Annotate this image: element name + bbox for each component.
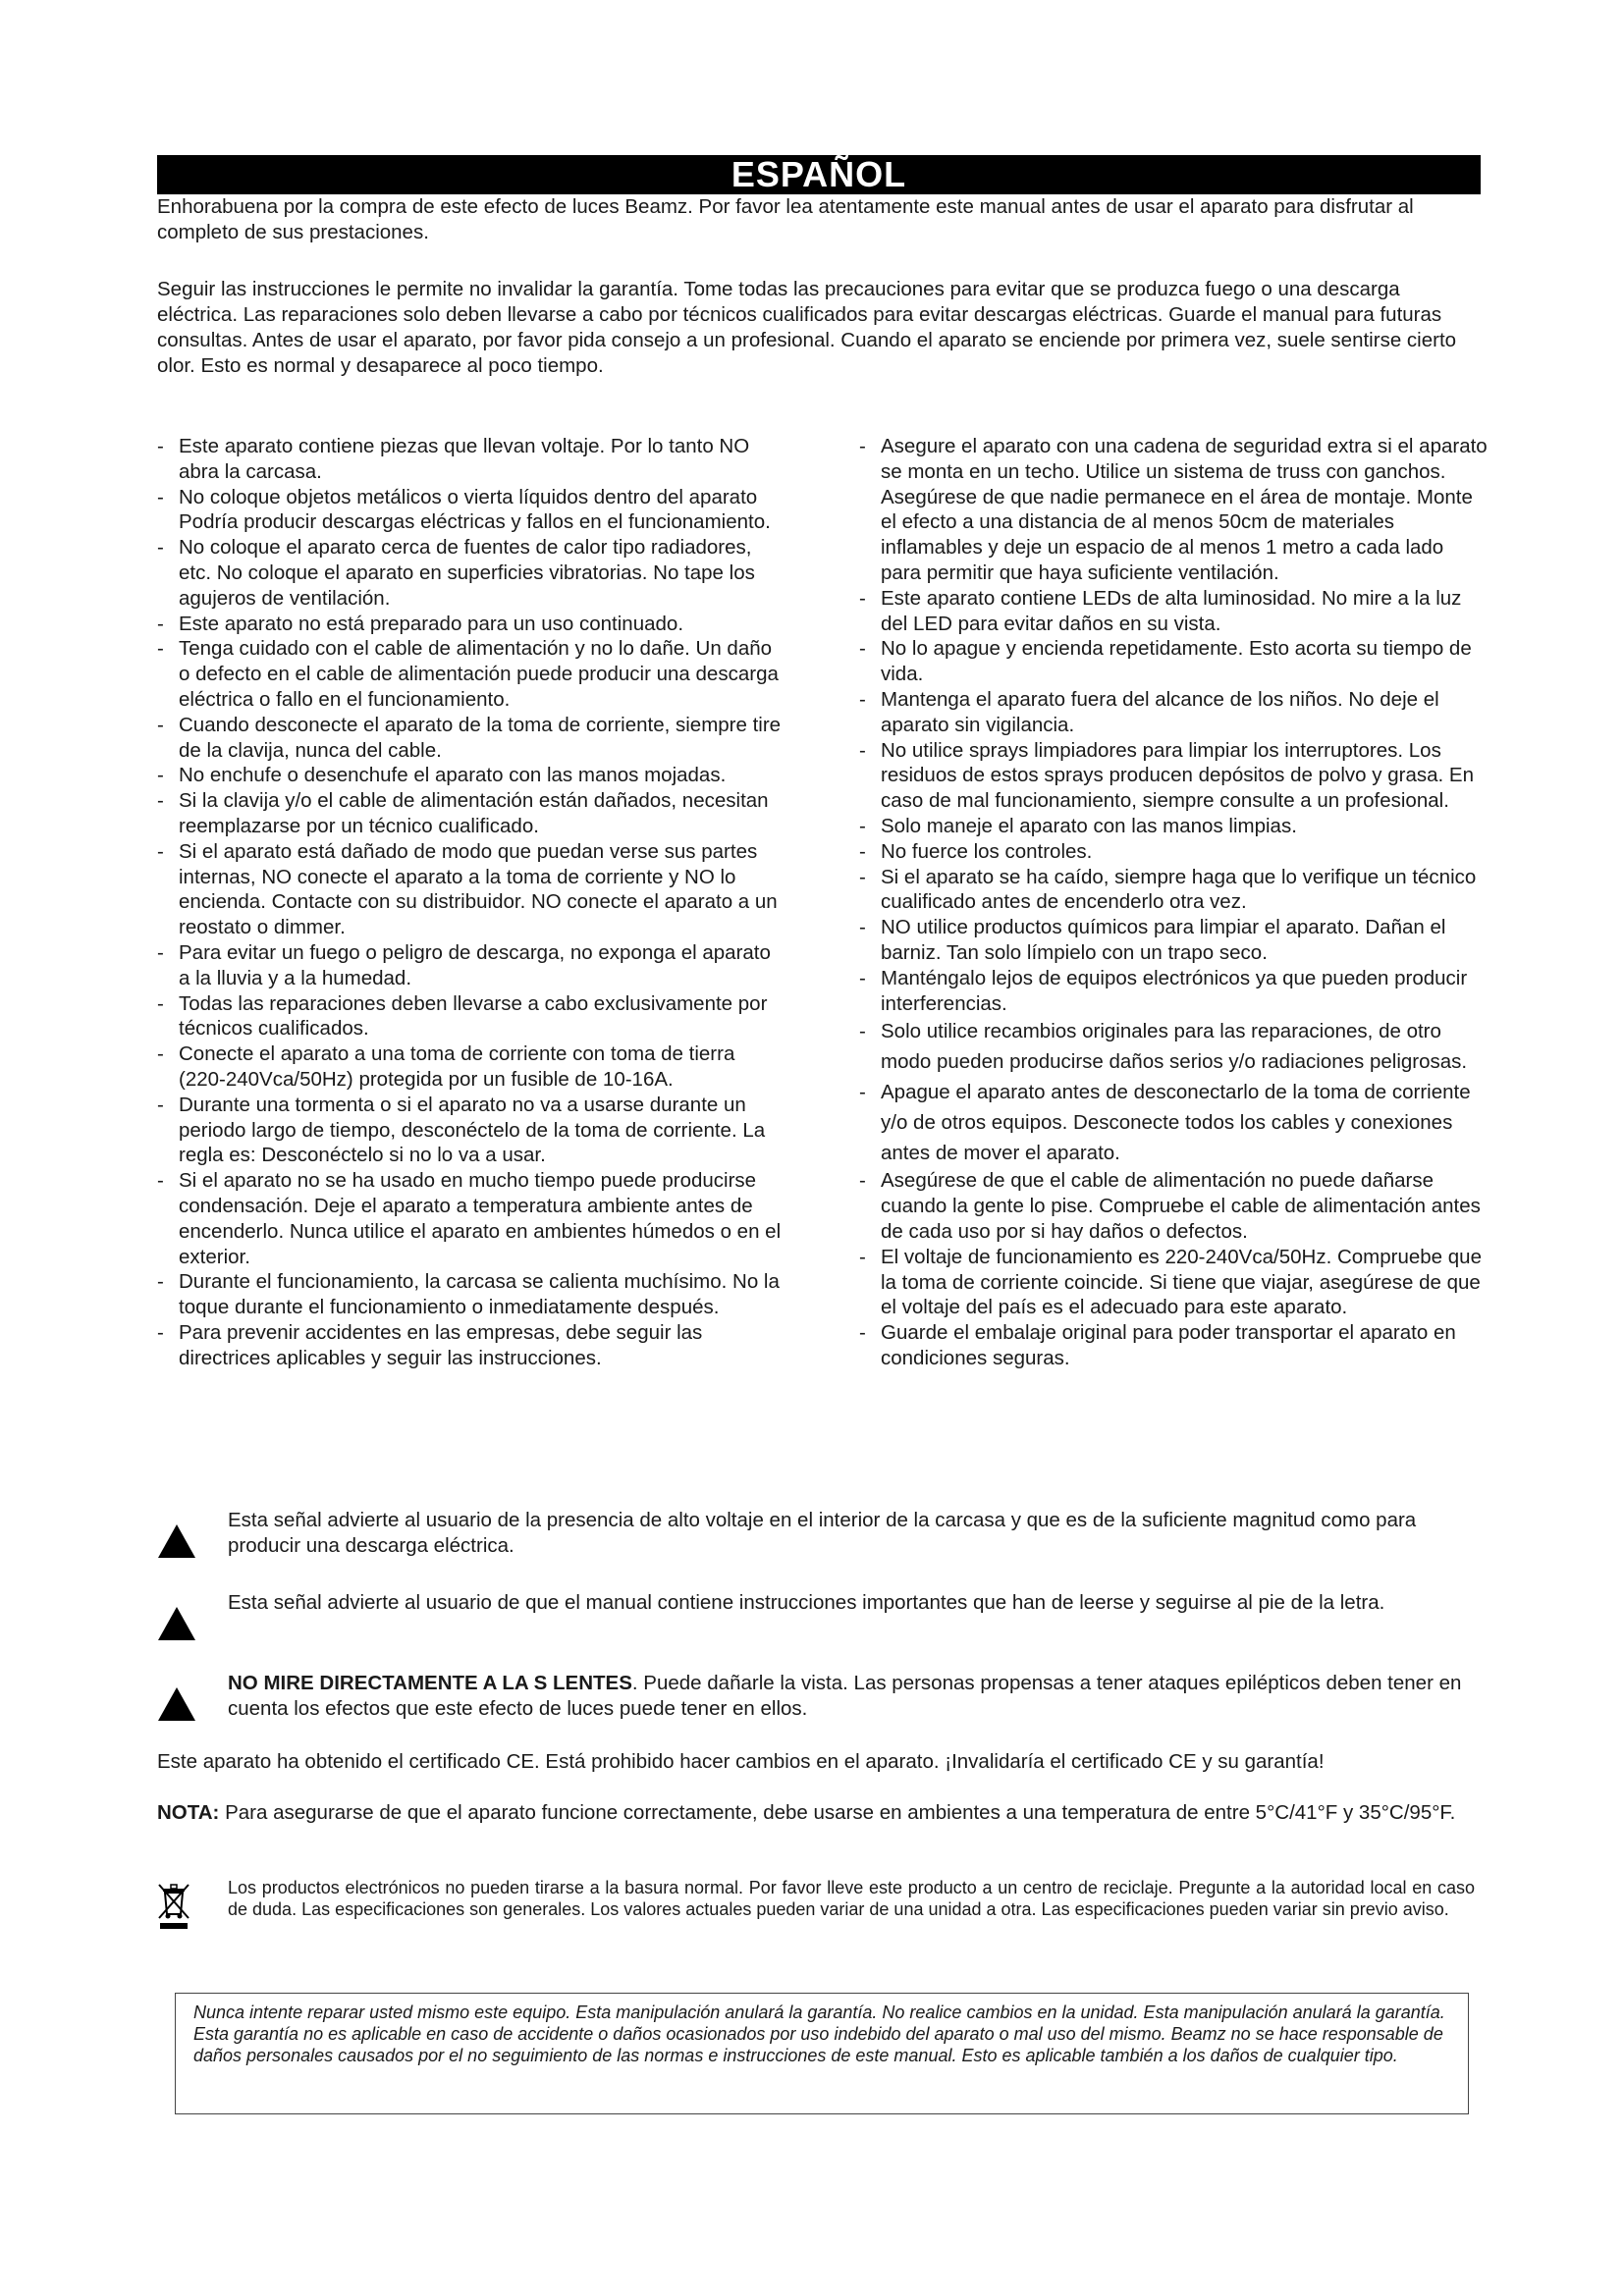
list-item: - No enchufe o desenchufe el aparato con las manos mojadas. [157,763,785,788]
list-item: - No lo apague y encienda repetidamente. Esto acorta su tiempo de vida. [859,636,1488,687]
warning-text: Esta señal advierte al usuario de la presencia de alto voltaje en el interior de la carcasa y que es de la suficiente magnitud como para producir una descarga eléctrica. [228,1509,1417,1557]
recycling-text: Los productos electrónicos no pueden tirarse a la basura normal. Por favor lleve este producto a un centro de reciclaje. Pregunte a la autoridad local en caso de duda. Las especificaciones son generales. Los valores actuales pueden variar de una unidad a otra. Las especificaciones pueden variar sin previo aviso. [228,1878,1475,1919]
list-item: - Para prevenir accidentes en las empresas, debe seguir las directrices aplicables y seguir las instrucciones. [157,1320,785,1371]
safety-list-left [157,434,785,1370]
lens-warning [157,1671,1483,1727]
safety-list-right [859,434,1488,1371]
list-item: - NO utilice productos químicos para limpiar el aparato. Dañan el barniz. Tan solo límpielo con un trapo seco. [859,915,1488,966]
list-item: - Cuando desconecte el aparato de la toma de corriente, siempre tire de la clavija, nunca del cable. [157,713,785,764]
temperature-note [157,1800,1473,1826]
warning-text [228,1671,1483,1727]
list-item: - Si el aparato está dañado de modo que puedan verse sus partes internas, NO conecte el aparato a la toma de corriente y NO lo encienda. Contacte con su distribuidor. NO conecte el aparato a un reostato o dimmer. [157,839,785,940]
warning-triangle-icon [157,1671,228,1727]
warning-text: Esta señal advierte al usuario de que el manual contiene instrucciones importantes que han de leerse y seguirse al pie de la letra. [228,1591,1385,1614]
list-item: - Este aparato no está preparado para un uso continuado. [157,612,785,637]
list-item: - Solo utilice recambios originales para las reparaciones, de otro modo pueden producirse daños serios y/o radiaciones peligrosas. [859,1016,1488,1077]
list-item: - Todas las reparaciones deben llevarse a cabo exclusivamente por técnicos cualificados. [157,991,785,1042]
list-item: - Para evitar un fuego o peligro de descarga, no exponga el aparato a la lluvia y a la humedad. [157,940,785,991]
section-title: ESPAÑOL [731,154,907,194]
list-item: - Apague el aparato antes de desconectarlo de la toma de corriente y/o de otros equipos. Desconecte todos los cables y conexiones antes de mover el aparato. [859,1077,1488,1168]
list-item: - No fuerce los controles. [859,839,1488,865]
list-item: - El voltaje de funcionamiento es 220-240Vca/50Hz. Compruebe que la toma de corriente coincide. Si tiene que viajar, asegúrese de que el voltaje del país es el adecuado para este aparato. [859,1245,1488,1320]
list-item: - Mantenga el aparato fuera del alcance de los niños. No deje el aparato sin vigilancia. [859,687,1488,738]
list-item: - Tenga cuidado con el cable de alimentación y no lo dañe. Un daño o defecto en el cable de alimentación puede producir una descarga eléctrica o fallo en el funcionamiento. [157,636,785,712]
ce-certificate-note: Este aparato ha obtenido el certificado CE. Está prohibido hacer cambios en el aparato. ¡Invalidaría el certificado CE y su garantía! [157,1750,1325,1773]
list-item: - Este aparato contiene LEDs de alta luminosidad. No mire a la luz del LED para evitar daños en su vista. [859,586,1488,637]
list-item: - Si la clavija y/o el cable de alimentación están dañados, necesitan reemplazarse por un técnico cualificado. [157,788,785,839]
note-text: Para asegurarse de que el aparato funcione correctamente, debe usarse en ambientes a una temperatura de entre 5°C/41°F y 35°C/95°F. [219,1801,1456,1824]
list-item: - Durante el funcionamiento, la carcasa se calienta muchísimo. No la toque durante el funcionamiento o inmediatamente después. [157,1269,785,1320]
list-item: - No utilice sprays limpiadores para limpiar los interruptores. Los residuos de estos sprays producen depósitos de polvo y grasa. En caso de mal funcionamiento, siempre consulte a un profesional. [859,738,1488,814]
list-item: - Asegure el aparato con una cadena de seguridad extra si el aparato se monta en un techo. Utilice un sistema de truss con ganchos. Asegúrese de que nadie permanece en el área de montaje. Monte el efecto a una distancia de al menos 50cm de materiales inflamables y deje un espacio de al menos 1 metro a cada lado para permitir que haya suficiente ventilación. [859,434,1488,586]
warranty-paragraph: Seguir las instrucciones le permite no invalidar la garantía. Tome todas las precauciones para evitar que se produzca fuego o una descarga eléctrica. Las reparaciones solo deben llevarse a cabo por técnicos cualificados para evitar descargas eléctricas. Guarde el manual para futuras consultas. Antes de usar el aparato, por favor pida consejo a un profesional. Cuando el aparato se enciende por primera vez, suele sentirse cierto olor. Esto es normal y desaparece al poco tiempo. [157,278,1457,377]
section-header [157,155,1481,194]
disclaimer-text: Nunca intente reparar usted mismo este equipo. Esta manipulación anulará la garantía. No realice cambios en la unidad. Esta manipulación anulará la garantía. Esta garantía no es aplicable en caso de accidente o daños ocasionados por uso indebido del aparato o mal uso del mismo. Beamz no se hace responsable de daños personales causados por el no seguimiento de las normas e instrucciones de este manual. Esto es aplicable también a los daños de cualquier tipo. [193,2002,1445,2065]
warning-detail: . Puede dañarle la vista. Las personas propensas a tener ataques epilépticos deben tener en cuenta los efectos que este efecto de luces puede tener en ellos. [228,1672,1462,1720]
list-item: - Durante una tormenta o si el aparato no va a usarse durante un periodo largo de tiempo, desconéctelo de la toma de corriente. La regla es: Desconéctelo si no lo va a usar. [157,1093,785,1168]
list-item: - No coloque objetos metálicos o vierta líquidos dentro del aparato Podría producir descargas eléctricas y fallos en el funcionamiento. [157,485,785,536]
warning-triangle-icon [157,1590,228,1646]
warranty-disclaimer-box [175,1993,1469,2114]
list-item: - Conecte el aparato a una toma de corriente con toma de tierra (220-240Vca/50Hz) protegida por un fusible de 10-16A. [157,1041,785,1093]
warning-emphasis: NO MIRE DIRECTAMENTE A LA S LENTES [228,1672,632,1694]
list-item: - Asegúrese de que el cable de alimentación no puede dañarse cuando la gente lo pise. Compruebe el cable de alimentación antes de cada uso por si hay daños o defectos. [859,1168,1488,1244]
recycling-notice [157,1877,1483,1935]
note-label: NOTA: [157,1801,220,1824]
list-item: - Este aparato contiene piezas que llevan voltaje. Por lo tanto NO abra la carcasa. [157,434,785,485]
instructions-warning [157,1590,1483,1646]
intro-paragraph: Enhorabuena por la compra de este efecto de luces Beamz. Por favor lea atentamente este manual antes de usar el aparato para disfrutar al completo de sus prestaciones. [157,195,1414,243]
warning-triangle-icon [157,1508,228,1564]
high-voltage-warning [157,1508,1483,1564]
list-item: - Guarde el embalaje original para poder transportar el aparato en condiciones seguras. [859,1320,1488,1371]
list-item: - Manténgalo lejos de equipos electrónicos ya que pueden producir interferencias. [859,966,1488,1017]
list-item: - Solo maneje el aparato con las manos limpias. [859,814,1488,839]
list-item: - No coloque el aparato cerca de fuentes de calor tipo radiadores, etc. No coloque el aparato en superficies vibratorias. No tape los agujeros de ventilación. [157,535,785,611]
list-item: - Si el aparato se ha caído, siempre haga que lo verifique un técnico cualificado antes de encenderlo otra vez. [859,865,1488,916]
list-item: - Si el aparato no se ha usado en mucho tiempo puede producirse condensación. Deje el aparato a temperatura ambiente antes de encenderlo. Nunca utilice el aparato en ambientes húmedos o en el exterior. [157,1168,785,1269]
crossed-out-bin-icon [157,1877,228,1935]
